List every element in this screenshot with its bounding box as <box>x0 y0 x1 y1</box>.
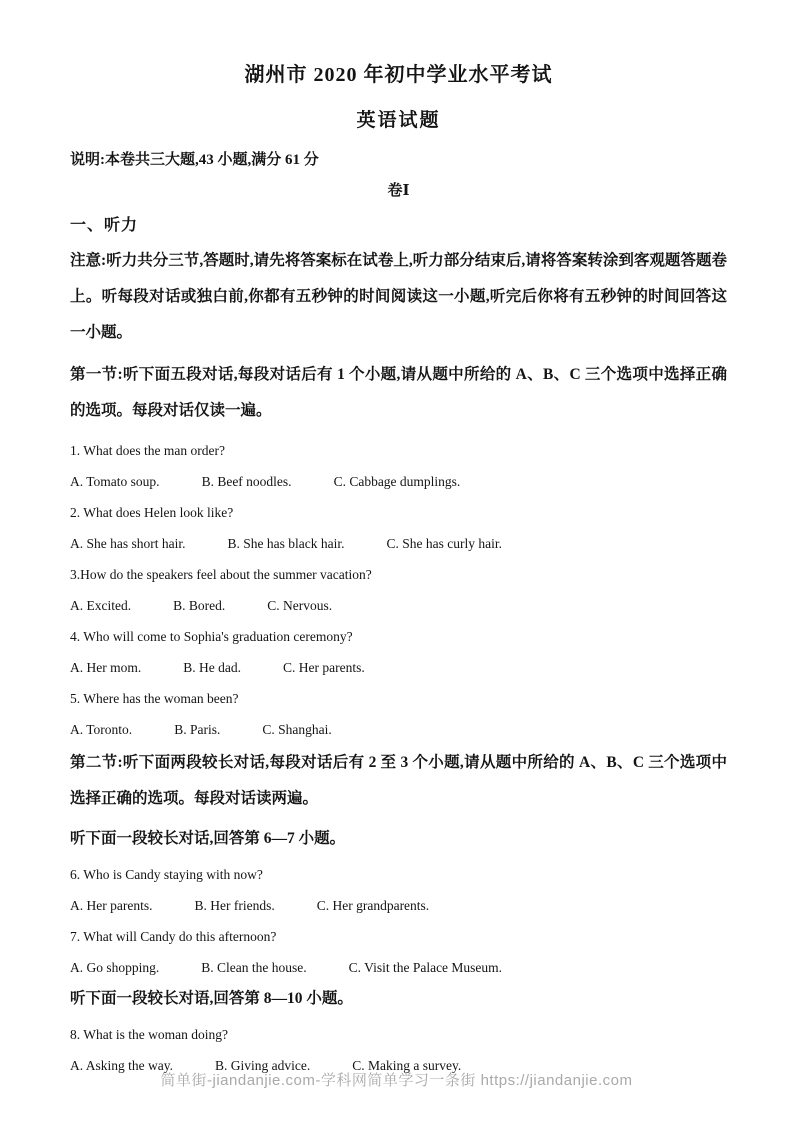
option-2-a: A. She has short hair. <box>70 536 186 551</box>
exam-subtitle: 英语试题 <box>356 110 441 131</box>
option-3-b: B. Bored. <box>173 598 226 613</box>
option-7-b: B. Clean the house. <box>201 960 307 975</box>
option-6-c: C. Her grandparents. <box>316 898 430 913</box>
question-text: 6. Who is Candy staying with now? <box>70 867 263 882</box>
question-4 <box>70 621 727 683</box>
question-options <box>70 466 727 497</box>
question-text: 1. What does the man order? <box>70 443 225 458</box>
question-options <box>70 890 727 921</box>
option-7-a: A. Go shopping. <box>70 960 160 975</box>
question-text: 5. Where has the woman been? <box>70 691 239 706</box>
option-1-b: B. Beef noodles. <box>201 474 292 489</box>
option-5-b: B. Paris. <box>174 722 221 737</box>
option-8-a: A. Asking the way. <box>70 1058 173 1073</box>
section-heading-listening: 一、听力 <box>70 217 139 234</box>
option-1-c: C. Cabbage dumplings. <box>333 474 461 489</box>
question-text: 8. What is the woman doing? <box>70 1027 228 1042</box>
exam-note: 说明:本卷共三大题,43 小题,满分 61 分 <box>70 152 319 168</box>
question-text: 2. What does Helen look like? <box>70 505 234 520</box>
exam-title: 湖州市 2020 年初中学业水平考试 <box>244 64 553 86</box>
option-5-a: A. Toronto. <box>70 722 133 737</box>
option-6-a: A. Her parents. <box>70 898 153 913</box>
option-4-c: C. Her parents. <box>283 660 365 675</box>
question-text: 7. What will Candy do this afternoon? <box>70 929 277 944</box>
watermark-footer: 简单街-jiandanjie.com-学科网简单学习一条街 https://jiandanjie.com <box>160 1072 633 1089</box>
question-options <box>70 652 727 683</box>
option-8-c: C. Making a survey. <box>352 1058 462 1073</box>
option-3-c: C. Nervous. <box>267 598 333 613</box>
dialog2-intro: 听下面一段较长对语,回答第 8—10 小题。 <box>70 990 353 1007</box>
option-8-b: B. Giving advice. <box>215 1058 311 1073</box>
question-text: 4. Who will come to Sophia's graduation ceremony? <box>70 629 353 644</box>
question-options <box>70 528 727 559</box>
option-4-a: A. Her mom. <box>70 660 142 675</box>
dialog1-intro: 听下面一段较长对话,回答第 6—7 小题。 <box>70 830 346 847</box>
option-7-c: C. Visit the Palace Museum. <box>348 960 503 975</box>
option-1-a: A. Tomato soup. <box>70 474 160 489</box>
question-text: 3.How do the speakers feel about the summer vacation? <box>70 567 372 582</box>
option-2-b: B. She has black hair. <box>227 536 345 551</box>
option-3-a: A. Excited. <box>70 598 132 613</box>
question-options <box>70 952 727 983</box>
option-6-b: B. Her friends. <box>194 898 275 913</box>
question-5 <box>70 683 727 745</box>
part2-intro: 第二节:听下面两段较长对话,每段对话后有 2 至 3 个小题,请从题中所给的 A、B、C 三个选项中选择正确的选项。每段对话读两遍。 <box>70 754 727 807</box>
option-4-b: B. He dad. <box>183 660 241 675</box>
question-1 <box>70 435 727 497</box>
question-2 <box>70 497 727 559</box>
question-options <box>70 590 727 621</box>
question-3 <box>70 559 727 621</box>
volume-label: 卷Ⅰ <box>387 183 410 199</box>
question-7 <box>70 921 727 983</box>
listening-notice: 注意:听力共分三节,答题时,请先将答案标在试卷上,听力部分结束后,请将答案转涂到客观题答题卷上。听每段对话或独白前,你都有五秒钟的时间阅读这一小题,听完后你将有五秒钟的时间回答这一小题。 <box>70 252 727 341</box>
question-6 <box>70 859 727 921</box>
question-options <box>70 714 727 745</box>
option-5-c: C. Shanghai. <box>262 722 332 737</box>
option-2-c: C. She has curly hair. <box>386 536 502 551</box>
part1-intro: 第一节:听下面五段对话,每段对话后有 1 个小题,请从题中所给的 A、B、C 三个选项中选择正确的选项。每段对话仅读一遍。 <box>70 366 727 419</box>
